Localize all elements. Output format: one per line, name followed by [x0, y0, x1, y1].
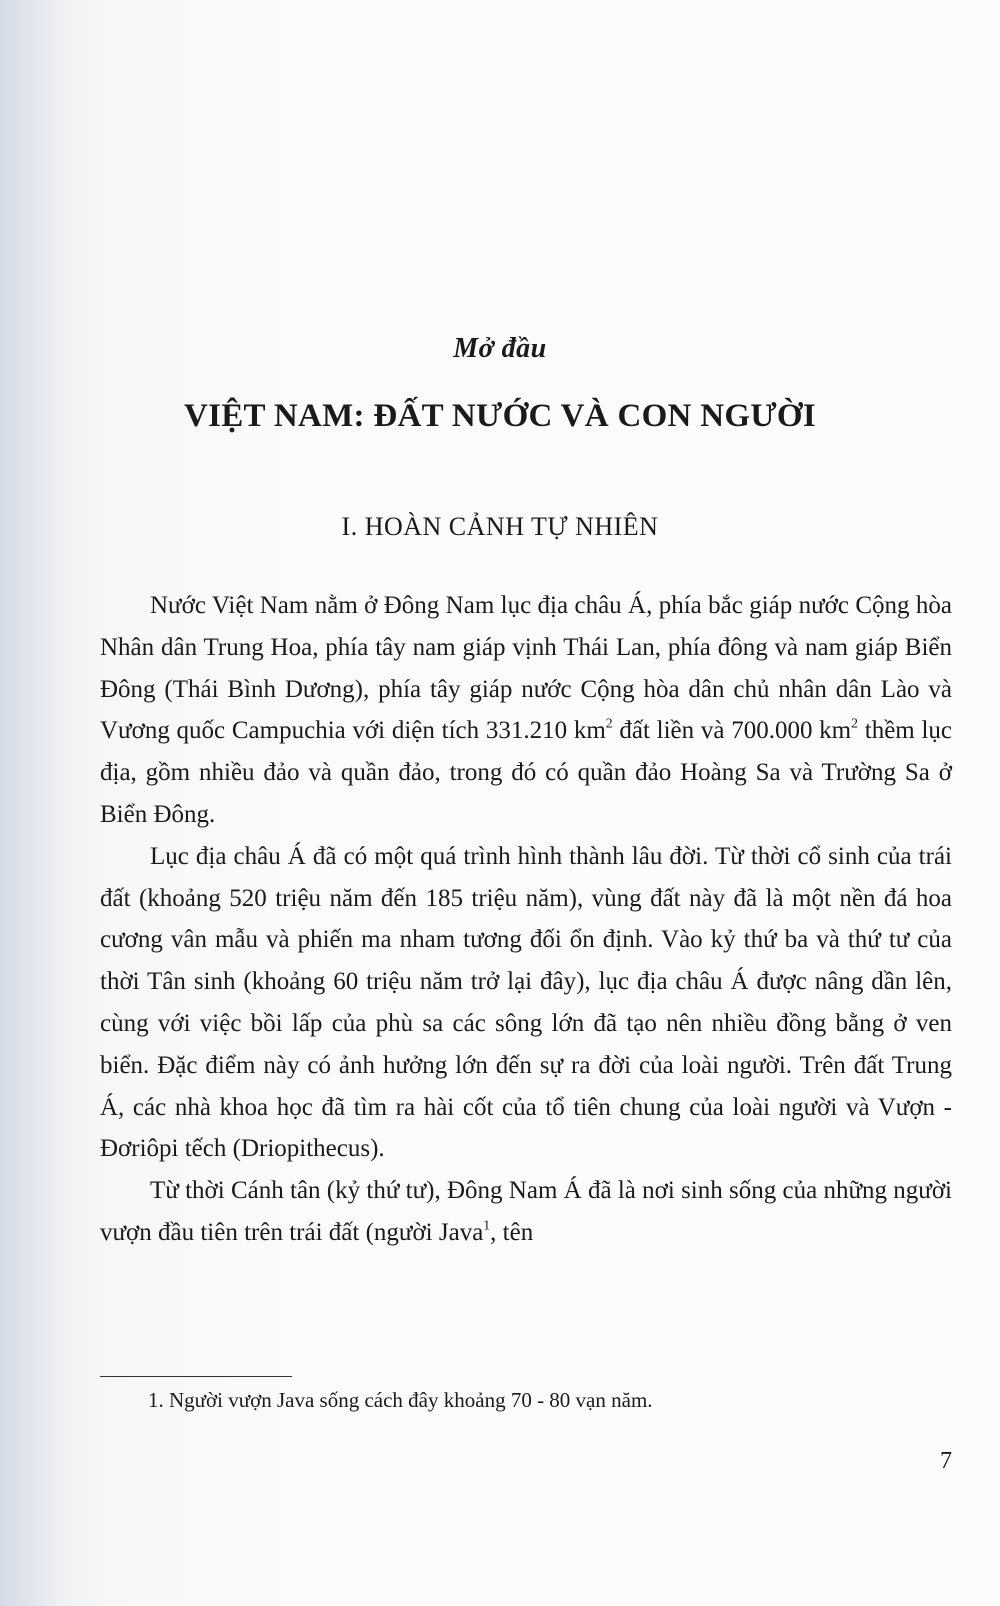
paragraph-3-text-b: , tên [490, 1218, 534, 1246]
footnote-divider [100, 1376, 292, 1377]
paragraph-3 [100, 1170, 952, 1254]
chapter-label: Mở đầu [453, 333, 547, 364]
chapter-title: VIỆT NAM: ĐẤT NƯỚC VÀ CON NGƯỜI [183, 398, 817, 434]
paragraph-1 [100, 585, 952, 836]
page-number: 7 [940, 1448, 952, 1474]
paragraph-3-text-a: Từ thời Cánh tân (kỷ thứ tư), Đông Nam Á đã là nơi sinh sống của những người vượn đầu tiên trên trái đất (người Java [100, 1177, 952, 1246]
superscript-squared: 2 [605, 716, 613, 732]
body-text [100, 585, 952, 1254]
superscript-squared: 2 [851, 716, 859, 732]
paragraph-1-text-c: thềm lục địa, gồm nhiều đảo và quần đảo, trong đó có quần đảo Hoàng Sa và Trường Sa ở Biển Đông. [100, 717, 953, 828]
section-heading: I. HOÀN CẢNH TỰ NHIÊN [341, 512, 659, 541]
paragraph-1-text-b: đất liền và 700.000 km [612, 717, 852, 745]
paragraph-1-text-a: Nước Việt Nam nằm ở Đông Nam lục địa châu Á, phía bắc giáp nước Cộng hòa Nhân dân Trung Hoa, phía tây nam giáp vịnh Thái Lan, phía đông và nam giáp Biển Đông (Thái Bình Dương), phía tây giáp nước Cộng hòa dân chủ nhân dân Lào và Vương quốc Campuchia với diện tích 331.210 km [100, 592, 952, 745]
footnote: 1. Người vượn Java sống cách đây khoảng 70 - 80 vạn năm. [148, 1388, 653, 1412]
footnote-reference[interactable]: 1 [483, 1217, 491, 1233]
paragraph-2: Lục địa châu Á đã có một quá trình hình thành lâu đời. Từ thời cổ sinh của trái đất (khoảng 520 triệu năm đến 185 triệu năm), vùng đất này đã là một nền đá hoa cương vân mẫu và phiến ma nham tương đối ổn định. Vào kỷ thứ ba và thứ tư của thời Tân sinh (khoảng 60 triệu năm trở lại đây), lục địa châu Á được nâng dần lên, cùng với việc bồi lấp của phù sa các sông lớn đã tạo nên nhiều đồng bằng ở ven biển. Đặc điểm này có ảnh hưởng lớn đến sự ra đời của loài người. Trên đất Trung Á, các nhà khoa học đã tìm ra hài cốt của tổ tiên chung của loài người và Vượn - Đơriôpi tếch (Driopithecus). [100, 842, 952, 1163]
